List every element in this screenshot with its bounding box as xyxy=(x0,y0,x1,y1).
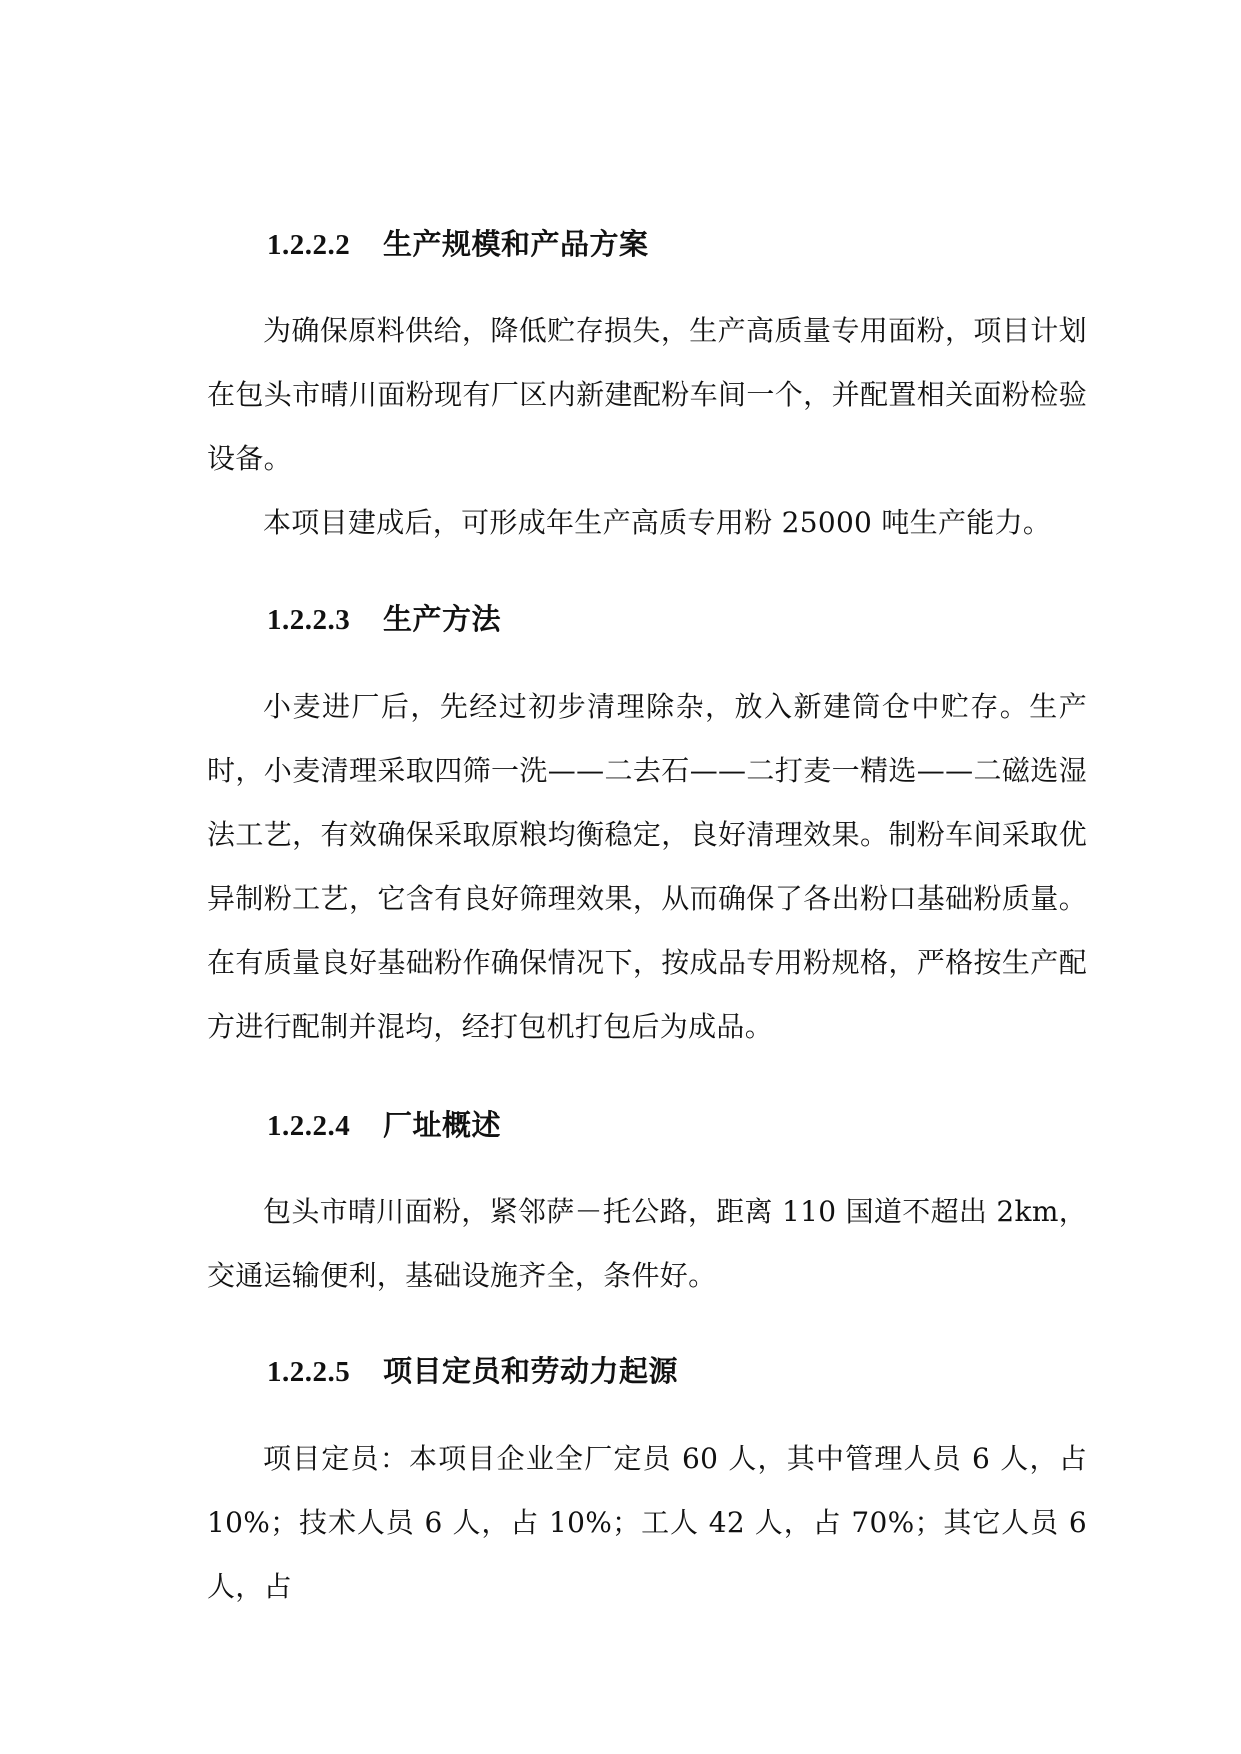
paragraph: 包头市晴川面粉，紧邻萨－托公路，距离 110 国道不超出 2km，交通运输便利，基础设施齐全，条件好。 xyxy=(207,1195,1087,1292)
section-heading xyxy=(267,597,501,638)
paragraph: 项目定员：本项目企业全厂定员 60 人，其中管理人员 6 人，占 10%；技术人员 6 人，占 10%；工人 42 人，占 70%；其它人员 6 人，占 xyxy=(207,1442,1087,1603)
section-heading xyxy=(267,1349,678,1390)
section-number: 1.2.2.3 xyxy=(267,604,351,636)
section-number: 1.2.2.4 xyxy=(267,1110,351,1142)
section-title: 生产规模和产品方案 xyxy=(383,227,649,261)
section-title: 生产方法 xyxy=(383,602,502,636)
section-heading xyxy=(267,222,649,263)
paragraph: 小麦进厂后，先经过初步清理除杂，放入新建筒仓中贮存。生产时，小麦清理采取四筛一洗——二去石——二打麦一精选——二磁选湿法工艺，有效确保采取原粮均衡稳定，良好清理效果。制粉车间采取优异制粉工艺，它含有良好筛理效果，从而确保了各出粉口基础粉质量。在有质量良好基础粉作确保情况下，按成品专用粉规格，严格按生产配方进行配制并混均，经打包机打包后为成品。 xyxy=(207,690,1087,1043)
section-number: 1.2.2.2 xyxy=(267,229,351,261)
paragraph: 为确保原料供给，降低贮存损失，生产高质量专用面粉，项目计划在包头市晴川面粉现有厂区内新建配粉车间一个，并配置相关面粉检验设备。 xyxy=(207,314,1087,475)
section-heading xyxy=(267,1103,501,1144)
section-title: 项目定员和劳动力起源 xyxy=(383,1354,679,1388)
section-number: 1.2.2.5 xyxy=(267,1356,351,1388)
section-title: 厂址概述 xyxy=(383,1108,502,1142)
paragraph: 本项目建成后，可形成年生产高质专用粉 25000 吨生产能力。 xyxy=(263,506,1052,539)
